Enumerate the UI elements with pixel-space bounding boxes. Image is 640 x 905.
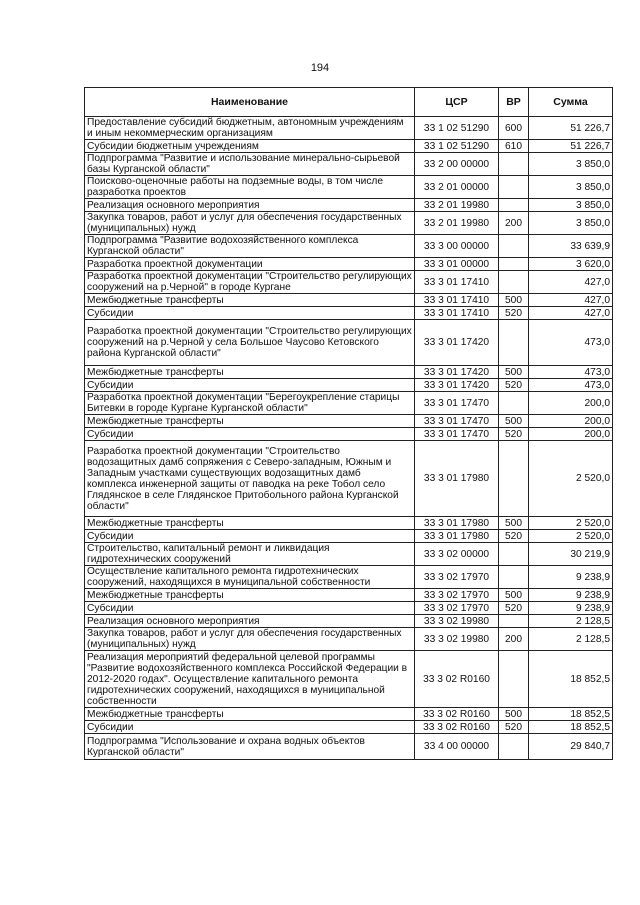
- row-vr: 500: [499, 294, 529, 307]
- row-csr: 33 3 01 17420: [415, 366, 499, 379]
- table-row: [85, 602, 613, 615]
- row-sum: 3 850,0: [529, 153, 613, 176]
- row-csr: 33 3 02 R0160: [415, 721, 499, 734]
- row-csr: 33 3 01 17470: [415, 415, 499, 428]
- row-vr: 500: [499, 415, 529, 428]
- row-sum: 200,0: [529, 415, 613, 428]
- row-sum: 200,0: [529, 392, 613, 415]
- row-sum: 2 128,5: [529, 628, 613, 651]
- row-sum: 33 639,9: [529, 235, 613, 258]
- table-row: [85, 294, 613, 307]
- table-row: [85, 392, 613, 415]
- row-vr: [499, 199, 529, 212]
- row-csr: 33 2 01 19980: [415, 199, 499, 212]
- row-vr: [499, 320, 529, 366]
- row-csr: 33 3 01 17420: [415, 320, 499, 366]
- row-sum: 29 840,7: [529, 734, 613, 760]
- row-vr: [499, 566, 529, 589]
- row-vr: [499, 153, 529, 176]
- row-name: Межбюджетные трансферты: [85, 708, 415, 721]
- row-name: Разработка проектной документации "Берегоукрепление старицы Битевки в городе Кургане Курганской области": [85, 392, 415, 415]
- row-name: Реализация мероприятий федеральной целевой программы "Развитие водохозяйственного комплекса Российской Федерации в 2012-2020 годах". Осуществление капитального ремонта гидротехнических сооружений, находящихся в муниципальной собственности: [85, 651, 415, 708]
- row-csr: 33 3 02 R0160: [415, 708, 499, 721]
- row-csr: 33 3 01 17470: [415, 392, 499, 415]
- row-sum: 427,0: [529, 294, 613, 307]
- row-vr: 520: [499, 428, 529, 441]
- row-vr: [499, 392, 529, 415]
- table-row: [85, 734, 613, 760]
- row-sum: 9 238,9: [529, 589, 613, 602]
- row-name: Реализация основного мероприятия: [85, 199, 415, 212]
- table-row: [85, 140, 613, 153]
- row-sum: 3 850,0: [529, 176, 613, 199]
- table-row: [85, 651, 613, 708]
- row-sum: 18 852,5: [529, 708, 613, 721]
- row-name: Субсидии: [85, 379, 415, 392]
- table-row: [85, 428, 613, 441]
- table-row: [85, 199, 613, 212]
- row-vr: 500: [499, 366, 529, 379]
- row-csr: 33 1 02 51290: [415, 140, 499, 153]
- row-csr: 33 3 01 17410: [415, 271, 499, 294]
- row-name: Разработка проектной документации "Строительство регулирующих сооружений на р.Черной" в городе Кургане: [85, 271, 415, 294]
- table-row: [85, 320, 613, 366]
- row-sum: 9 238,9: [529, 602, 613, 615]
- table-row: [85, 721, 613, 734]
- row-name: Разработка проектной документации "Строительство регулирующих сооружений на р.Черной у села Большое Чаусово Кетовского района Курганской области": [85, 320, 415, 366]
- row-vr: [499, 235, 529, 258]
- row-vr: [499, 651, 529, 708]
- row-vr: [499, 543, 529, 566]
- row-sum: 473,0: [529, 379, 613, 392]
- row-sum: 51 226,7: [529, 117, 613, 140]
- row-sum: 2 520,0: [529, 517, 613, 530]
- table-row: [85, 379, 613, 392]
- row-sum: 3 850,0: [529, 199, 613, 212]
- budget-table: [84, 87, 613, 760]
- row-csr: 33 3 02 17970: [415, 589, 499, 602]
- row-csr: 33 3 02 17970: [415, 566, 499, 589]
- row-name: Межбюджетные трансферты: [85, 366, 415, 379]
- row-sum: 427,0: [529, 307, 613, 320]
- table-row: [85, 589, 613, 602]
- row-csr: 33 1 02 51290: [415, 117, 499, 140]
- row-name: Строительство, капитальный ремонт и ликвидация гидротехнических сооружений: [85, 543, 415, 566]
- row-csr: 33 3 02 17970: [415, 602, 499, 615]
- row-sum: 3 850,0: [529, 212, 613, 235]
- row-name: Субсидии: [85, 307, 415, 320]
- row-vr: 500: [499, 708, 529, 721]
- row-vr: 520: [499, 721, 529, 734]
- row-csr: 33 3 01 17420: [415, 379, 499, 392]
- table-row: [85, 307, 613, 320]
- table-row: [85, 271, 613, 294]
- row-sum: 2 128,5: [529, 615, 613, 628]
- row-name: Разработка проектной документации: [85, 258, 415, 271]
- row-csr: 33 3 02 19980: [415, 628, 499, 651]
- row-vr: 610: [499, 140, 529, 153]
- row-vr: [499, 734, 529, 760]
- row-vr: 520: [499, 602, 529, 615]
- row-name: Межбюджетные трансферты: [85, 415, 415, 428]
- row-name: Предоставление субсидий бюджетным, автономным учреждениям и иным некоммерческим организациям: [85, 117, 415, 140]
- table-header-row: [85, 88, 613, 117]
- row-csr: 33 3 01 17980: [415, 530, 499, 543]
- header-sum: Сумма: [529, 88, 613, 117]
- row-sum: 9 238,9: [529, 566, 613, 589]
- row-vr: [499, 441, 529, 517]
- row-csr: 33 3 02 19980: [415, 615, 499, 628]
- row-csr: 33 3 01 17980: [415, 441, 499, 517]
- row-sum: 473,0: [529, 320, 613, 366]
- row-vr: 200: [499, 212, 529, 235]
- row-name: Подпрограмма "Развитие и использование минерально-сырьевой базы Курганской области": [85, 153, 415, 176]
- row-csr: 33 3 01 17470: [415, 428, 499, 441]
- row-name: Подпрограмма "Использование и охрана водных объектов Курганской области": [85, 734, 415, 760]
- table-row: [85, 441, 613, 517]
- row-vr: 600: [499, 117, 529, 140]
- row-sum: 51 226,7: [529, 140, 613, 153]
- row-sum: 18 852,5: [529, 721, 613, 734]
- table-row: [85, 366, 613, 379]
- row-vr: 500: [499, 517, 529, 530]
- table-row: [85, 117, 613, 140]
- table-row: [85, 415, 613, 428]
- row-csr: 33 4 00 00000: [415, 734, 499, 760]
- row-csr: 33 3 01 00000: [415, 258, 499, 271]
- row-csr: 33 3 02 00000: [415, 543, 499, 566]
- row-vr: 200: [499, 628, 529, 651]
- row-vr: [499, 176, 529, 199]
- table-row: [85, 153, 613, 176]
- row-sum: 2 520,0: [529, 441, 613, 517]
- row-vr: 500: [499, 589, 529, 602]
- table-row: [85, 566, 613, 589]
- header-name: Наименование: [85, 88, 415, 117]
- row-csr: 33 3 02 R0160: [415, 651, 499, 708]
- row-name: Межбюджетные трансферты: [85, 517, 415, 530]
- row-sum: 18 852,5: [529, 651, 613, 708]
- row-name: Закупка товаров, работ и услуг для обеспечения государственных (муниципальных) нужд: [85, 628, 415, 651]
- row-name: Субсидии: [85, 602, 415, 615]
- row-vr: [499, 615, 529, 628]
- row-vr: 520: [499, 530, 529, 543]
- row-csr: 33 3 00 00000: [415, 235, 499, 258]
- row-sum: 473,0: [529, 366, 613, 379]
- table-row: [85, 517, 613, 530]
- table-row: [85, 708, 613, 721]
- table-row: [85, 176, 613, 199]
- row-name: Закупка товаров, работ и услуг для обеспечения государственных (муниципальных) нужд: [85, 212, 415, 235]
- row-csr: 33 2 01 19980: [415, 212, 499, 235]
- row-sum: 2 520,0: [529, 530, 613, 543]
- row-name: Субсидии: [85, 428, 415, 441]
- row-name: Субсидии бюджетным учреждениям: [85, 140, 415, 153]
- table-row: [85, 258, 613, 271]
- row-name: Поисково-оценочные работы на подземные воды, в том числе разработка проектов: [85, 176, 415, 199]
- row-csr: 33 3 01 17410: [415, 307, 499, 320]
- row-vr: 520: [499, 379, 529, 392]
- table-row: [85, 615, 613, 628]
- row-vr: [499, 271, 529, 294]
- row-csr: 33 2 00 00000: [415, 153, 499, 176]
- table-row: [85, 212, 613, 235]
- row-csr: 33 3 01 17410: [415, 294, 499, 307]
- row-vr: 520: [499, 307, 529, 320]
- row-sum: 30 219,9: [529, 543, 613, 566]
- table-row: [85, 543, 613, 566]
- table-row: [85, 235, 613, 258]
- row-vr: [499, 258, 529, 271]
- row-csr: 33 2 01 00000: [415, 176, 499, 199]
- header-csr: ЦСР: [415, 88, 499, 117]
- row-name: Подпрограмма "Развитие водохозяйственного комплекса Курганской области": [85, 235, 415, 258]
- page-number: 194: [310, 62, 330, 74]
- row-sum: 427,0: [529, 271, 613, 294]
- table-row: [85, 530, 613, 543]
- table-row: [85, 628, 613, 651]
- row-name: Межбюджетные трансферты: [85, 589, 415, 602]
- row-name: Межбюджетные трансферты: [85, 294, 415, 307]
- row-sum: 3 620,0: [529, 258, 613, 271]
- row-name: Разработка проектной документации "Строительство водозащитных дамб сопряжения с Северо-западным, Южным и Западным участками существующих водозащитных дамб комплекса инженерной защиты от паводка на реке Тобол село Глядянское в селе Глядянское Притобольного района Курганской области": [85, 441, 415, 517]
- row-name: Субсидии: [85, 530, 415, 543]
- row-name: Субсидии: [85, 721, 415, 734]
- row-name: Реализация основного мероприятия: [85, 615, 415, 628]
- header-vr: ВР: [499, 88, 529, 117]
- row-name: Осуществление капитального ремонта гидротехнических сооружений, находящихся в муниципальной собственности: [85, 566, 415, 589]
- row-csr: 33 3 01 17980: [415, 517, 499, 530]
- row-sum: 200,0: [529, 428, 613, 441]
